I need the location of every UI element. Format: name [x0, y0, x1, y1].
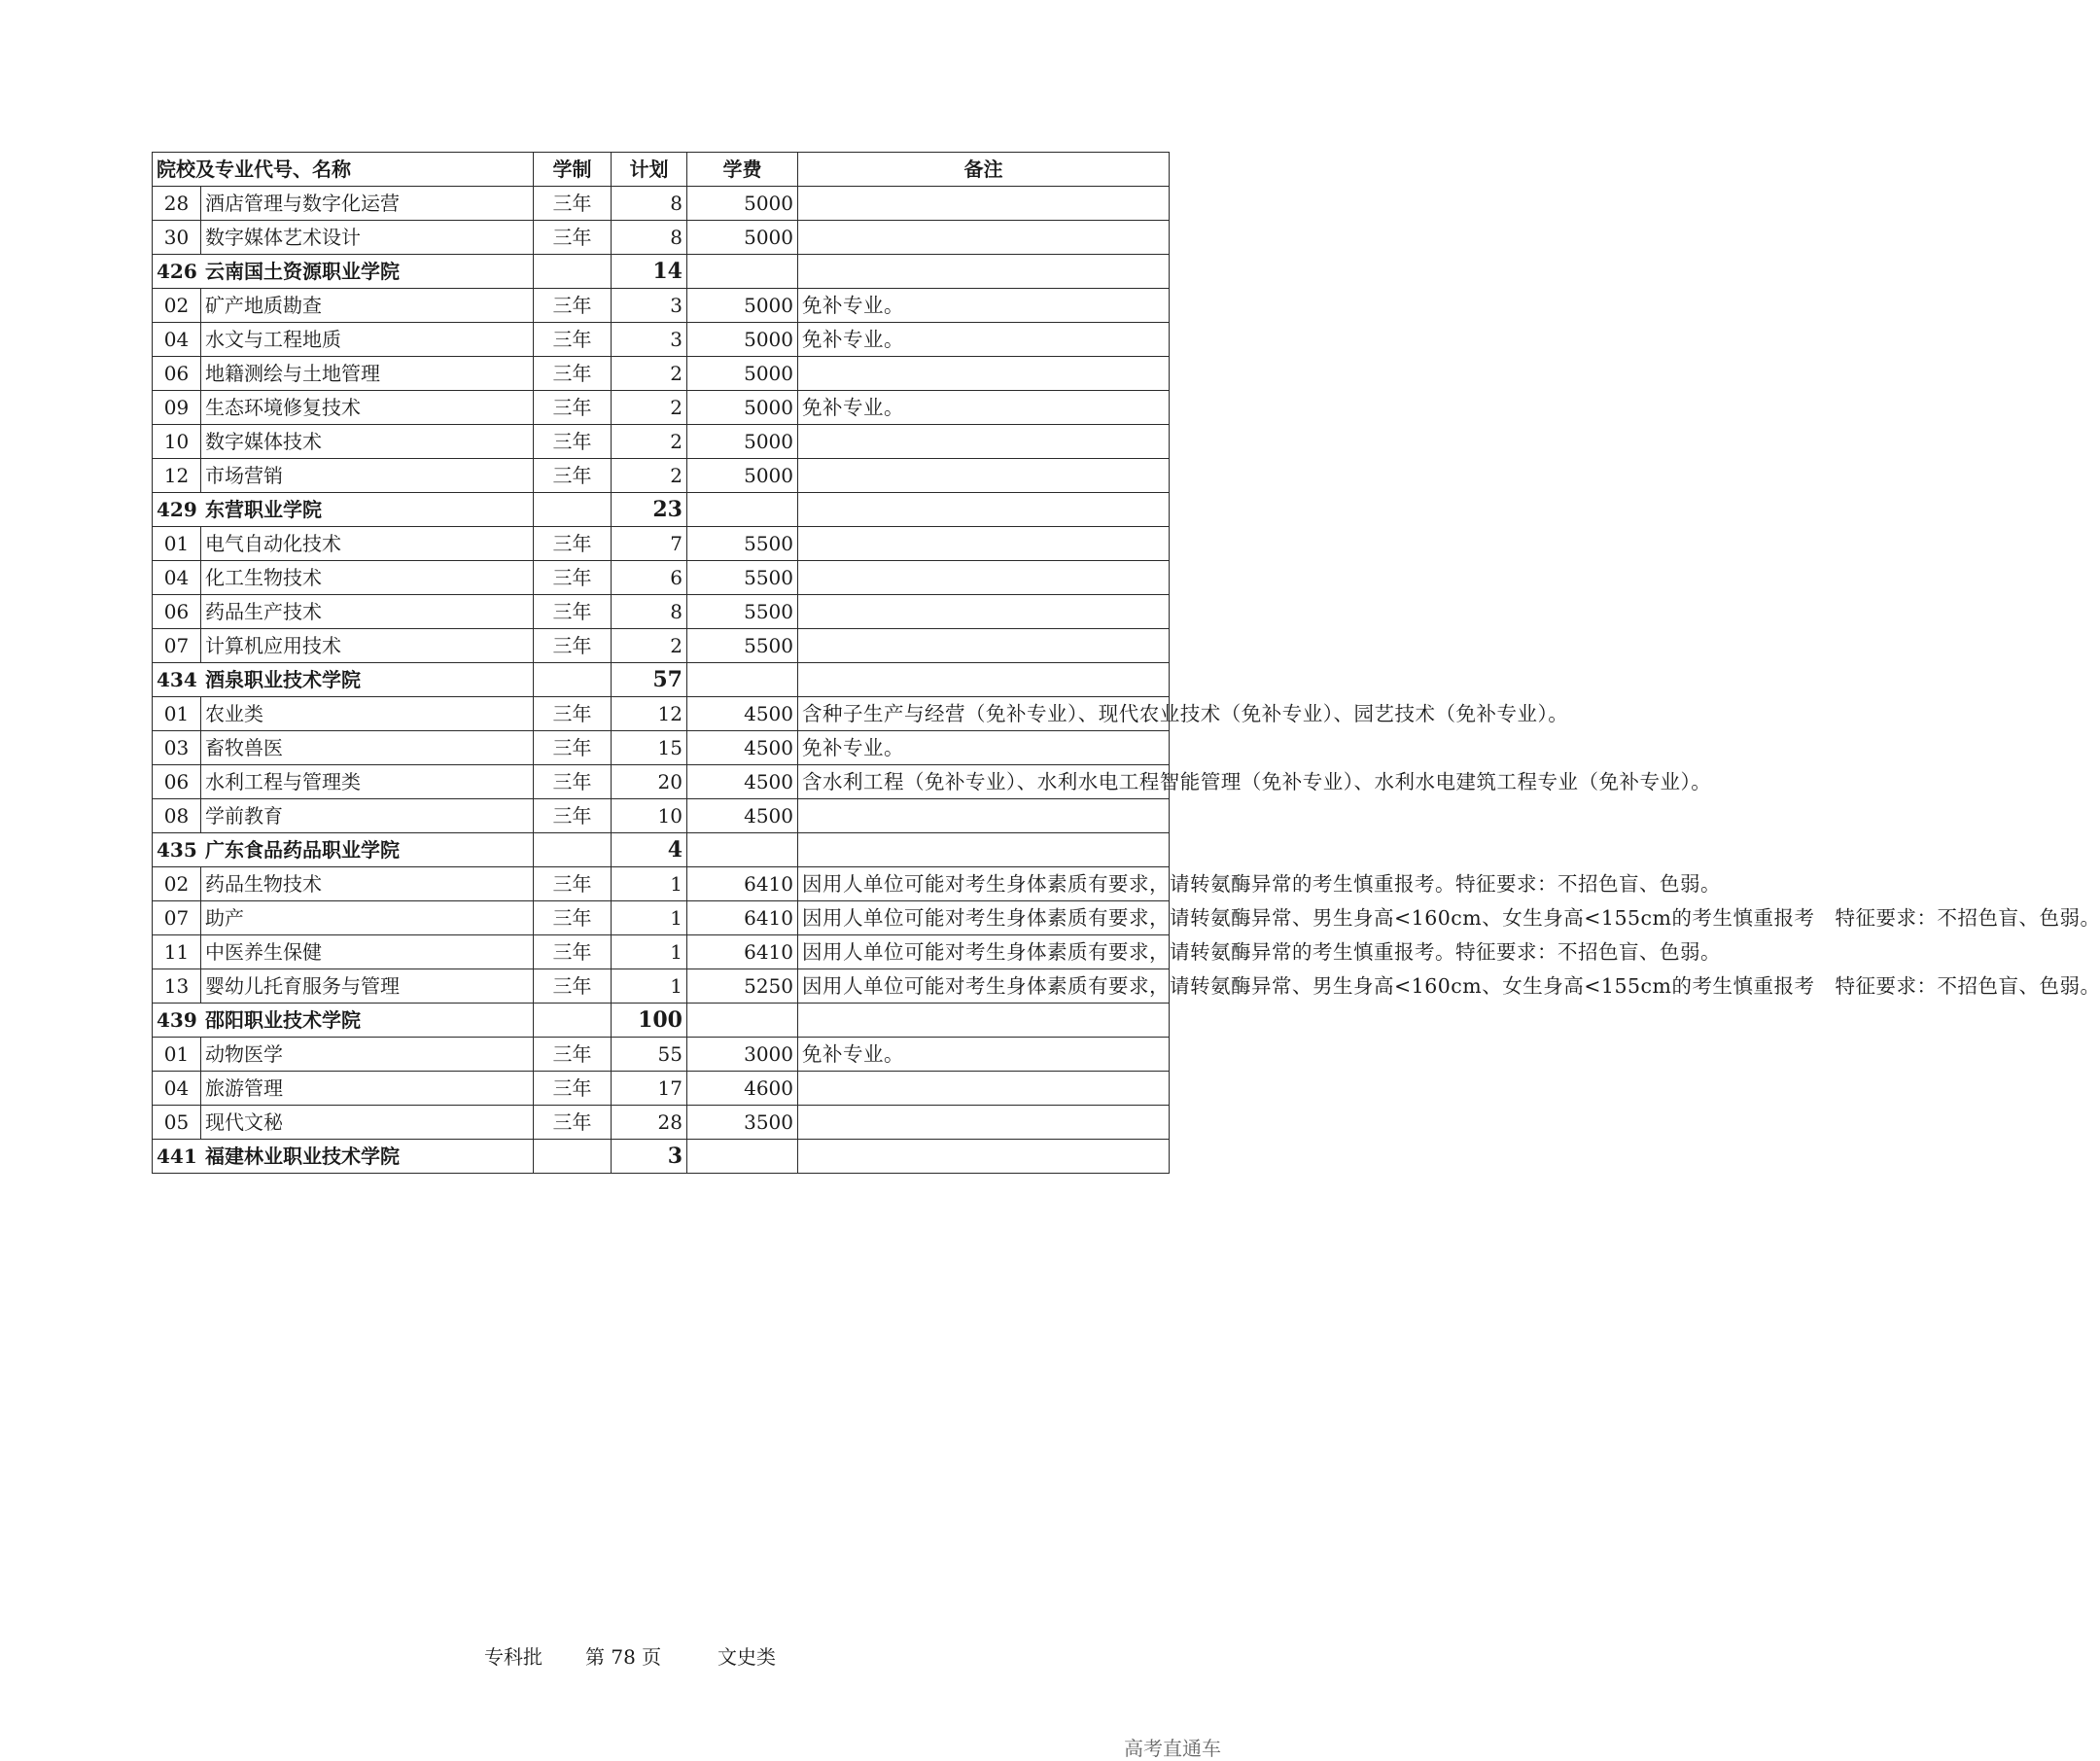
school-fee-cell: [687, 255, 798, 289]
major-code: 01: [153, 527, 201, 561]
footer-page: 第 78 页: [585, 1645, 662, 1669]
major-plan: 28: [612, 1106, 687, 1140]
major-plan: 55: [612, 1038, 687, 1072]
major-plan: 7: [612, 527, 687, 561]
major-name: 数字媒体技术: [201, 425, 534, 459]
school-name: 云南国土资源职业学院: [205, 260, 400, 283]
school-note-cell: [798, 663, 1170, 697]
major-duration: 三年: [534, 459, 612, 493]
major-code: 06: [153, 595, 201, 629]
school-duration-cell: [534, 493, 612, 527]
school-name: 邵阳职业技术学院: [205, 1008, 361, 1032]
major-code: 12: [153, 459, 201, 493]
school-cell: [153, 255, 534, 289]
major-plan: 1: [612, 935, 687, 969]
major-row: [153, 867, 1170, 901]
major-plan: 2: [612, 357, 687, 391]
major-note: 免补专业。: [798, 289, 1170, 323]
major-fee: 4500: [687, 765, 798, 799]
major-row: [153, 357, 1170, 391]
major-code: 13: [153, 969, 201, 1004]
school-plan-total: 100: [612, 1004, 687, 1038]
major-row: [153, 527, 1170, 561]
major-code: 05: [153, 1106, 201, 1140]
school-note-cell: [798, 1140, 1170, 1174]
major-name: 学前教育: [201, 799, 534, 833]
major-duration: 三年: [534, 323, 612, 357]
major-fee: 4500: [687, 697, 798, 731]
major-note: [798, 425, 1170, 459]
major-note: 因用人单位可能对考生身体素质有要求，请转氨酶异常、男生身高<160cm、女生身高<155cm的考生慎重报考 特征要求：不招色盲、色弱。: [798, 969, 1170, 1004]
major-code: 30: [153, 221, 201, 255]
school-code: 439: [157, 1008, 197, 1032]
major-row: [153, 969, 1170, 1004]
school-name: 福建林业职业技术学院: [205, 1145, 400, 1168]
school-fee-cell: [687, 1140, 798, 1174]
major-name: 动物医学: [201, 1038, 534, 1072]
major-duration: 三年: [534, 1072, 612, 1106]
major-code: 04: [153, 1072, 201, 1106]
major-row: [153, 187, 1170, 221]
major-name: 药品生物技术: [201, 867, 534, 901]
header-note: 备注: [798, 153, 1170, 187]
major-row: [153, 289, 1170, 323]
major-fee: 5000: [687, 221, 798, 255]
major-code: 01: [153, 1038, 201, 1072]
school-duration-cell: [534, 663, 612, 697]
major-note: [798, 799, 1170, 833]
major-duration: 三年: [534, 391, 612, 425]
major-fee: 6410: [687, 901, 798, 935]
major-note: 免补专业。: [798, 391, 1170, 425]
major-plan: 10: [612, 799, 687, 833]
admission-plan-table: [152, 152, 2100, 1174]
major-note: 含水利工程（免补专业）、水利水电工程智能管理（免补专业）、水利水电建筑工程专业（免补专业）。: [798, 765, 1170, 799]
school-fee-cell: [687, 1004, 798, 1038]
school-cell: [153, 663, 534, 697]
major-name: 药品生产技术: [201, 595, 534, 629]
major-code: 04: [153, 561, 201, 595]
major-name: 地籍测绘与土地管理: [201, 357, 534, 391]
major-code: 07: [153, 629, 201, 663]
major-name: 化工生物技术: [201, 561, 534, 595]
school-plan-total: 57: [612, 663, 687, 697]
major-plan: 17: [612, 1072, 687, 1106]
table-header-row: [153, 153, 1170, 187]
major-fee: 5000: [687, 459, 798, 493]
school-code: 426: [157, 260, 197, 283]
major-duration: 三年: [534, 697, 612, 731]
major-name: 酒店管理与数字化运营: [201, 187, 534, 221]
major-fee: 5500: [687, 561, 798, 595]
major-plan: 8: [612, 595, 687, 629]
major-row: [153, 935, 1170, 969]
school-cell: [153, 833, 534, 867]
school-plan-total: 23: [612, 493, 687, 527]
school-row: [153, 493, 1170, 527]
major-note: 因用人单位可能对考生身体素质有要求，请转氨酶异常的考生慎重报考。特征要求：不招色盲、色弱。: [798, 867, 1170, 901]
major-duration: 三年: [534, 765, 612, 799]
school-row: [153, 1140, 1170, 1174]
major-duration: 三年: [534, 425, 612, 459]
major-name: 水利工程与管理类: [201, 765, 534, 799]
school-code: 434: [157, 668, 197, 691]
school-cell: [153, 493, 534, 527]
major-plan: 12: [612, 697, 687, 731]
school-plan-total: 3: [612, 1140, 687, 1174]
major-note: [798, 357, 1170, 391]
major-duration: 三年: [534, 561, 612, 595]
major-plan: 6: [612, 561, 687, 595]
major-row: [153, 901, 1170, 935]
school-name: 酒泉职业技术学院: [205, 668, 361, 691]
watermark: 高考直通车: [1124, 1737, 1221, 1760]
major-row: [153, 323, 1170, 357]
major-duration: 三年: [534, 527, 612, 561]
major-code: 02: [153, 289, 201, 323]
school-cell: [153, 1140, 534, 1174]
school-note-cell: [798, 1004, 1170, 1038]
school-note-cell: [798, 833, 1170, 867]
major-note: [798, 527, 1170, 561]
header-name: 院校及专业代号、名称: [153, 153, 534, 187]
major-code: 02: [153, 867, 201, 901]
footer-category: 文史类: [718, 1645, 776, 1669]
school-name: 东营职业学院: [205, 498, 322, 521]
major-fee: 3000: [687, 1038, 798, 1072]
school-code: 429: [157, 498, 197, 521]
major-row: [153, 1106, 1170, 1140]
school-duration-cell: [534, 1004, 612, 1038]
school-row: [153, 1004, 1170, 1038]
school-row: [153, 833, 1170, 867]
header-duration: 学制: [534, 153, 612, 187]
school-duration-cell: [534, 833, 612, 867]
major-note: [798, 187, 1170, 221]
major-row: [153, 765, 1170, 799]
major-row: [153, 629, 1170, 663]
table-body: [153, 187, 2100, 1174]
major-duration: 三年: [534, 935, 612, 969]
major-duration: 三年: [534, 221, 612, 255]
major-name: 助产: [201, 901, 534, 935]
major-code: 03: [153, 731, 201, 765]
major-duration: 三年: [534, 901, 612, 935]
major-plan: 3: [612, 323, 687, 357]
major-name: 水文与工程地质: [201, 323, 534, 357]
major-name: 旅游管理: [201, 1072, 534, 1106]
major-row: [153, 731, 1170, 765]
major-name: 矿产地质勘查: [201, 289, 534, 323]
major-note: 免补专业。: [798, 323, 1170, 357]
major-fee: 5000: [687, 289, 798, 323]
major-plan: 20: [612, 765, 687, 799]
major-duration: 三年: [534, 187, 612, 221]
major-note: 免补专业。: [798, 1038, 1170, 1072]
major-code: 28: [153, 187, 201, 221]
major-note: 含种子生产与经营（免补专业）、现代农业技术（免补专业）、园艺技术（免补专业）。: [798, 697, 1170, 731]
major-duration: 三年: [534, 867, 612, 901]
major-note: [798, 629, 1170, 663]
major-row: [153, 561, 1170, 595]
school-row: [153, 255, 1170, 289]
major-duration: 三年: [534, 1038, 612, 1072]
header-plan: 计划: [612, 153, 687, 187]
header-fee: 学费: [687, 153, 798, 187]
footer-batch: 专科批: [484, 1645, 542, 1669]
major-name: 婴幼儿托育服务与管理: [201, 969, 534, 1004]
major-note: [798, 1072, 1170, 1106]
major-name: 中医养生保健: [201, 935, 534, 969]
major-code: 07: [153, 901, 201, 935]
major-fee: 5000: [687, 357, 798, 391]
major-plan: 1: [612, 901, 687, 935]
major-row: [153, 459, 1170, 493]
major-fee: 3500: [687, 1106, 798, 1140]
major-duration: 三年: [534, 1106, 612, 1140]
school-code: 441: [157, 1145, 197, 1168]
major-plan: 1: [612, 867, 687, 901]
major-duration: 三年: [534, 799, 612, 833]
major-fee: 5000: [687, 323, 798, 357]
major-code: 10: [153, 425, 201, 459]
major-name: 畜牧兽医: [201, 731, 534, 765]
major-code: 09: [153, 391, 201, 425]
major-row: [153, 799, 1170, 833]
major-fee: 5500: [687, 595, 798, 629]
major-plan: 8: [612, 187, 687, 221]
major-row: [153, 1038, 1170, 1072]
major-note: 因用人单位可能对考生身体素质有要求，请转氨酶异常的考生慎重报考。特征要求：不招色盲、色弱。: [798, 935, 1170, 969]
major-fee: 5500: [687, 527, 798, 561]
major-duration: 三年: [534, 357, 612, 391]
major-note: [798, 221, 1170, 255]
major-duration: 三年: [534, 595, 612, 629]
school-row: [153, 663, 1170, 697]
major-row: [153, 697, 1170, 731]
school-duration-cell: [534, 1140, 612, 1174]
major-plan: 8: [612, 221, 687, 255]
major-row: [153, 1072, 1170, 1106]
major-name: 现代文秘: [201, 1106, 534, 1140]
major-fee: 4500: [687, 731, 798, 765]
major-name: 计算机应用技术: [201, 629, 534, 663]
major-plan: 1: [612, 969, 687, 1004]
major-name: 生态环境修复技术: [201, 391, 534, 425]
major-fee: 5000: [687, 425, 798, 459]
major-duration: 三年: [534, 629, 612, 663]
major-row: [153, 425, 1170, 459]
major-note: [798, 595, 1170, 629]
major-fee: 5000: [687, 391, 798, 425]
school-code: 435: [157, 838, 197, 862]
school-name: 广东食品药品职业学院: [205, 838, 400, 862]
school-plan-total: 4: [612, 833, 687, 867]
major-fee: 5500: [687, 629, 798, 663]
school-fee-cell: [687, 833, 798, 867]
school-fee-cell: [687, 493, 798, 527]
major-fee: 4600: [687, 1072, 798, 1106]
major-note: [798, 459, 1170, 493]
major-plan: 2: [612, 459, 687, 493]
major-name: 电气自动化技术: [201, 527, 534, 561]
major-row: [153, 595, 1170, 629]
major-fee: 5250: [687, 969, 798, 1004]
major-duration: 三年: [534, 969, 612, 1004]
major-note: [798, 1106, 1170, 1140]
school-plan-total: 14: [612, 255, 687, 289]
school-cell: [153, 1004, 534, 1038]
major-code: 06: [153, 357, 201, 391]
school-fee-cell: [687, 663, 798, 697]
major-name: 数字媒体艺术设计: [201, 221, 534, 255]
major-name: 市场营销: [201, 459, 534, 493]
school-note-cell: [798, 493, 1170, 527]
major-code: 06: [153, 765, 201, 799]
major-plan: 2: [612, 629, 687, 663]
major-name: 农业类: [201, 697, 534, 731]
school-note-cell: [798, 255, 1170, 289]
major-plan: 3: [612, 289, 687, 323]
major-row: [153, 221, 1170, 255]
major-fee: 6410: [687, 935, 798, 969]
major-plan: 15: [612, 731, 687, 765]
major-code: 04: [153, 323, 201, 357]
major-code: 08: [153, 799, 201, 833]
major-duration: 三年: [534, 731, 612, 765]
major-note: 因用人单位可能对考生身体素质有要求，请转氨酶异常、男生身高<160cm、女生身高<155cm的考生慎重报考 特征要求：不招色盲、色弱。: [798, 901, 1170, 935]
major-fee: 4500: [687, 799, 798, 833]
major-plan: 2: [612, 425, 687, 459]
major-duration: 三年: [534, 289, 612, 323]
major-note: [798, 561, 1170, 595]
major-fee: 5000: [687, 187, 798, 221]
major-code: 11: [153, 935, 201, 969]
major-plan: 2: [612, 391, 687, 425]
school-duration-cell: [534, 255, 612, 289]
major-code: 01: [153, 697, 201, 731]
major-row: [153, 391, 1170, 425]
major-note: 免补专业。: [798, 731, 1170, 765]
major-fee: 6410: [687, 867, 798, 901]
